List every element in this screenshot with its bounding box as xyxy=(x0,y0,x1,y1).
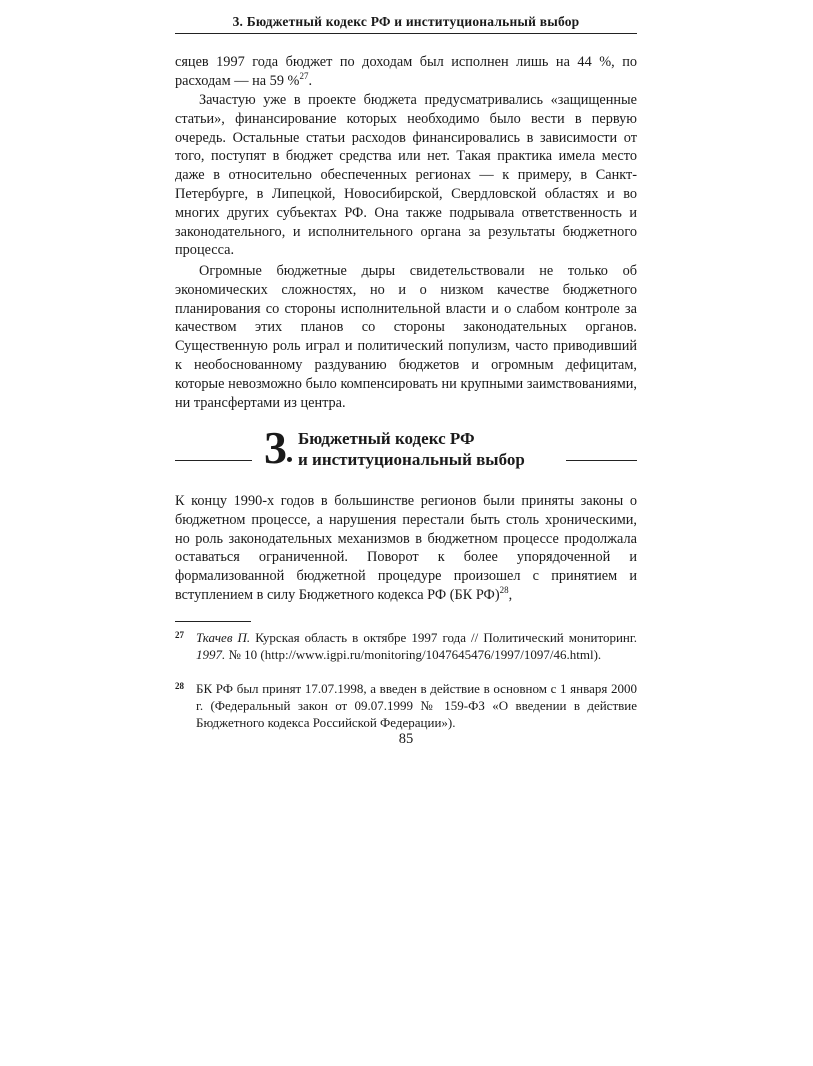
footnote-text-part: Курская область в октябре 1997 года // Политический мониторинг. xyxy=(250,630,637,645)
paragraph-4-text: К концу 1990-х годов в большинстве регионов были приняты законы о бюджетном процессе, а нарушения перестали быть столь хроническими, но роль законодательных механизмов в бюджетном процессе продолжала оставаться ограниченной. Поворот к более упорядоченной и формализованной бюджетной процедуре произошел с принятием и вступлением в силу Бюджетного кодекса РФ (БК РФ) xyxy=(175,493,637,603)
paragraph-2: Зачастую уже в проекте бюджета предусматривались «защищенные статьи», финансирование которых необходимо было вести в первую очередь. Остальные статьи расходов финансировались в зависимости от того, поступят в бюджет средства или нет. Такая практика имела место даже в относительно обеспеченных регионах — к примеру, в Санкт-Петербурге, в Липецкой, Новосибирской, Свердловской областях и во многих других субъектах РФ. Она также подрывала ответственность и законодательного, и исполнительного органа за результаты бюджетного процесса. xyxy=(175,92,637,259)
section-rule-right xyxy=(566,460,637,461)
footnote-ref-28[interactable]: 28 xyxy=(499,584,509,595)
footnote-year: 1997. xyxy=(196,647,226,662)
paragraph-1-text: сяцев 1997 года бюджет по доходам был исполнен лишь на 44 %, по расходам — на 59 % xyxy=(175,54,637,89)
section-heading xyxy=(175,422,637,476)
footnote-separator xyxy=(175,621,251,622)
running-head: 3. Бюджетный кодекс РФ и институциональный выбор xyxy=(232,14,580,29)
paragraph-1: сяцев 1997 года бюджет по доходам был исполнен лишь на 44 %, по расходам — на 59 %$^{27}$. xyxy=(175,54,637,89)
running-head-rule xyxy=(175,33,637,34)
footnote-text xyxy=(196,629,637,663)
section-number: 3 xyxy=(264,422,287,473)
footnote-27 xyxy=(175,629,637,663)
footnote-28 xyxy=(175,680,637,731)
section-number-dot xyxy=(287,457,292,462)
paragraph-4 xyxy=(175,492,637,605)
footnote-author: Ткачев П. xyxy=(196,630,251,645)
footnote-ref-27[interactable]: 27 xyxy=(299,70,309,81)
section-rule-left xyxy=(175,460,252,461)
footnote-mark: 28 xyxy=(175,681,184,691)
section-title-line-1: Бюджетный кодекс РФ xyxy=(298,429,475,448)
footnote-mark: 27 xyxy=(175,630,184,640)
footnote-url[interactable]: № 10 (http://www.igpi.ru/monitoring/1047645476/1997/1097/46.html). xyxy=(225,647,602,662)
paragraph-4-tail: , xyxy=(508,586,513,603)
page-number: 85 xyxy=(398,731,414,747)
footnote-text: БК РФ был принят 17.07.1998, а введен в действие в основном с 1 января 2000 г. (Федеральный закон от 09.07.1999 № 159-ФЗ «О введении в действие Бюджетного кодекса Российской Федерации»). xyxy=(196,681,637,730)
section-title-line-2: и институциональный выбор xyxy=(298,450,525,469)
section-title xyxy=(298,428,525,470)
paragraph-3: Огромные бюджетные дыры свидетельствовали не только об экономических сложностях, но и о низком качестве бюджетного планирования со стороны исполнительной власти и о слабом контроле за качеством этих планов со стороны законодательных органов. Существенную роль играл и политический популизм, часто приводивший к необоснованному раздуванию бюджетов и огромным дефицитам, которые невозможно было компенсировать ни крупными заимствованиями, ни трансфертами из центра. xyxy=(175,263,637,411)
